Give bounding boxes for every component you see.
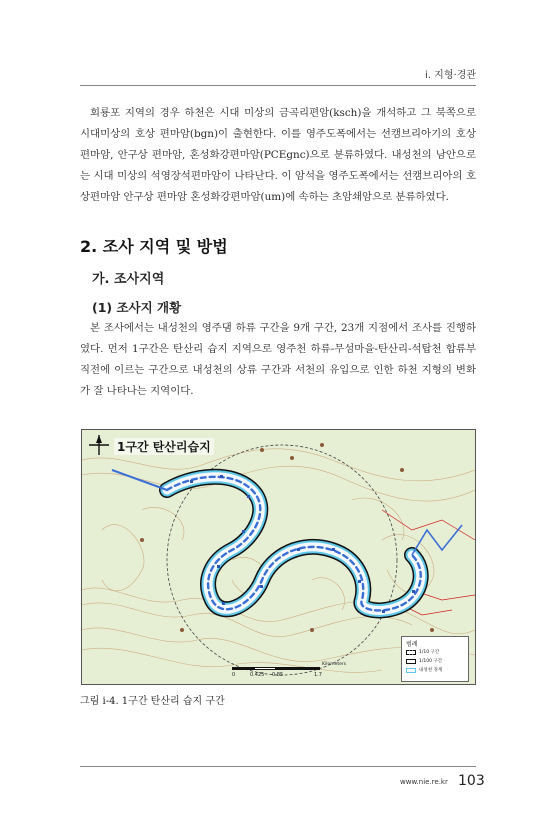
paragraph-geology bbox=[80, 103, 476, 208]
legend-item bbox=[406, 667, 464, 674]
legend-swatch bbox=[406, 668, 416, 673]
scale-tick: 0.85 bbox=[272, 672, 284, 678]
survey-map bbox=[81, 429, 476, 685]
scale-tick: 0.425 bbox=[250, 672, 265, 678]
north-arrow-icon bbox=[88, 434, 110, 456]
scale-segment bbox=[276, 667, 320, 670]
legend-label: 1/10 구간 bbox=[419, 650, 440, 655]
section-heading: 2. 조사 지역 및 방법 bbox=[80, 237, 228, 256]
legend-item bbox=[406, 658, 464, 665]
map-title: 1구간 탄산리습지 bbox=[114, 438, 214, 455]
legend-label: 1/100 구간 bbox=[419, 659, 443, 664]
footer-url: www.nie.re.kr bbox=[400, 778, 448, 786]
legend-swatch bbox=[406, 650, 416, 655]
paragraph-survey bbox=[80, 318, 476, 402]
scale-segment bbox=[232, 667, 254, 670]
map-legend bbox=[401, 636, 469, 682]
scale-tick: 1.7 bbox=[314, 672, 322, 678]
scale-segment bbox=[254, 667, 276, 670]
sub-subsection-heading: (1) 조사지 개황 bbox=[92, 300, 182, 315]
scale-bar bbox=[232, 662, 352, 681]
running-header: i. 지형·경관 bbox=[425, 70, 476, 81]
figure-caption: 그림 ⅰ-4. 1구간 탄산리 습지 구간 bbox=[80, 696, 225, 707]
legend-swatch bbox=[406, 659, 416, 664]
subsection-heading: 가. 조사지역 bbox=[92, 272, 165, 287]
legend-item bbox=[406, 649, 464, 656]
paragraph-geology-text: 회룡포 지역의 경우 하천은 시대 미상의 금곡리편암(ksch)을 개석하고 그 북쪽으로 시대미상의 호상 편마암(bgn)이 출현한다. 이를 영주도폭에서는 선캠브리아기의 호상 편마암, 안구상 편마암, 혼성화강편마암(PCEgnc)으로 분류하였다. 내성천의 남안으로는 시대 미상의 석영장석편마암이 나타난다. 이 암석을 영주도폭에서는 선캠브리아의 호상편마암 안구상 편마암 혼성화강편마암(um)에 속하는 초암쇄암으로 분류하였다. bbox=[80, 107, 476, 203]
footer-rule bbox=[80, 766, 476, 767]
paragraph-survey-text: 본 조사에서는 내성천의 영주댐 하류 구간을 9개 구간, 23개 지점에서 조사를 진행하였다. 먼저 1구간은 탄산리 습지 지역으로 영주천 하류-무섬마을-탄산리-석탑천 합류부 직전에 이르는 구간으로 내성천의 상류 구간과 서천의 유입으로 인한 하천 지형의 변화가 잘 나타나는 지역이다. bbox=[80, 322, 476, 397]
legend-label: 내성천 경계 bbox=[419, 668, 443, 673]
page-number: 103 bbox=[458, 773, 485, 789]
scale-tick: 0 bbox=[232, 672, 236, 678]
header-rule bbox=[80, 85, 476, 86]
scale-unit: Kilometers bbox=[322, 662, 347, 667]
legend-title: 범례 bbox=[406, 641, 418, 648]
